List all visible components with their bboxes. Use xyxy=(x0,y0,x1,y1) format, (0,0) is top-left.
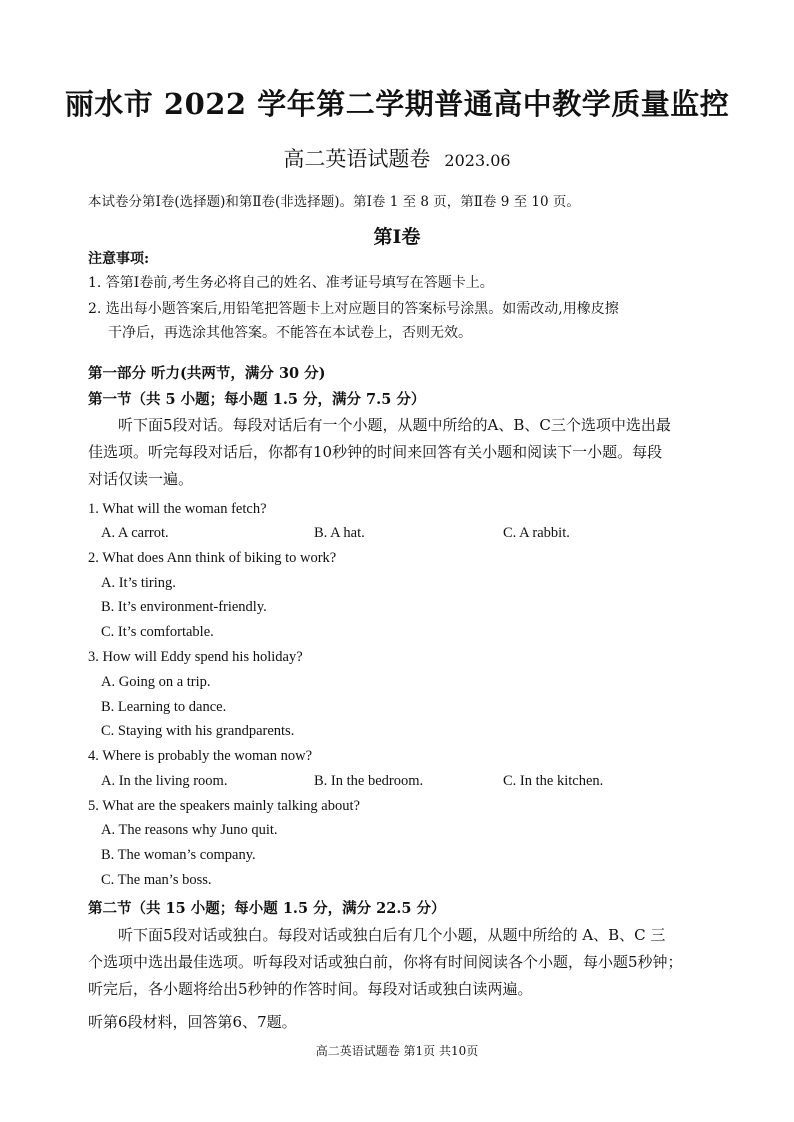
instruction-line: 听下面5段对话。每段对话后有一个小题，从题中所给的A、B、C三个选项中选出最 xyxy=(118,416,671,434)
question-stem: 3. How will Eddy spend his holiday? xyxy=(88,649,303,665)
option: B. It’s environment-friendly. xyxy=(101,599,267,615)
option: C. The man’s boss. xyxy=(101,872,212,888)
question-stem: 1. What will the woman fetch? xyxy=(88,501,267,517)
option: A. A carrot. xyxy=(101,525,169,541)
instruction-line: 听下面5段对话或独白。每段对话或独白后有几个小题，从题中所给的 A、B、C 三 xyxy=(118,926,666,944)
instruction-line: 个选项中选出最佳选项。听每段对话或独白前，你将有时间阅读各个小题，每小题5秒钟； xyxy=(88,953,683,971)
instruction-line: 佳选项。听完每段对话后，你都有10秒钟的时间来回答有关小题和阅读下一小题。每段 xyxy=(88,443,663,461)
exam-title: 丽水市 2022 学年第二学期普通高中教学质量监控 xyxy=(64,87,730,121)
option: A. In the living room. xyxy=(101,773,228,789)
section2-instructions xyxy=(88,922,708,1003)
option: C. In the kitchen. xyxy=(503,773,604,789)
option: B. A hat. xyxy=(314,525,365,541)
part1-heading: 第一部分 听力(共两节，满分 30 分) xyxy=(88,365,326,382)
option: A. The reasons why Juno quit. xyxy=(101,822,278,838)
subtitle-text: 高二英语试题卷 xyxy=(283,147,431,171)
material-note: 听第6段材料，回答第6、7题。 xyxy=(88,1013,297,1031)
question-stem: 2. What does Ann think of biking to work? xyxy=(88,550,337,566)
note-item: 1. 答第Ⅰ卷前,考生务必将自己的姓名、准考证号填写在答题卡上。 xyxy=(88,275,494,291)
option: C. Staying with his grandparents. xyxy=(101,723,295,739)
option: B. Learning to dance. xyxy=(101,699,227,715)
note-item: 干净后，再选涂其他答案。不能答在本试卷上，否则无效。 xyxy=(108,325,472,341)
section1-instructions xyxy=(88,412,708,493)
option: A. Going on a trip. xyxy=(101,674,211,690)
exam-subtitle xyxy=(0,143,794,173)
instruction-line: 对话仅读一遍。 xyxy=(88,470,194,488)
option: A. It’s tiring. xyxy=(101,575,176,591)
option: C. A rabbit. xyxy=(503,525,570,541)
section1-heading: 第一节（共 5 小题；每小题 1.5 分，满分 7.5 分） xyxy=(88,391,426,408)
note-item: 2. 选出每小题答案后,用铅笔把答题卡上对应题目的答案标号涂黑。如需改动,用橡皮擦 xyxy=(88,301,619,317)
volume-title: 第Ⅰ卷 xyxy=(373,226,421,248)
exam-description: 本试卷分第Ⅰ卷(选择题)和第Ⅱ卷(非选择题)。第Ⅰ卷 1 至 8 页，第Ⅱ卷 9 至 10 页。 xyxy=(88,194,580,210)
section2-heading: 第二节（共 15 小题；每小题 1.5 分，满分 22.5 分） xyxy=(88,900,446,917)
exam-date: 2023.06 xyxy=(444,151,511,170)
notes-heading: 注意事项: xyxy=(88,251,150,267)
instruction-line: 听完后，各小题将给出5秒钟的作答时间。每段对话或独白读两遍。 xyxy=(88,980,533,998)
question-stem: 4. Where is probably the woman now? xyxy=(88,748,313,764)
option: C. It’s comfortable. xyxy=(101,624,214,640)
question-stem: 5. What are the speakers mainly talking about? xyxy=(88,798,360,814)
option: B. In the bedroom. xyxy=(314,773,424,789)
page-footer: 高二英语试题卷 第1页 共10页 xyxy=(315,1044,479,1058)
option: B. The woman’s company. xyxy=(101,847,256,863)
